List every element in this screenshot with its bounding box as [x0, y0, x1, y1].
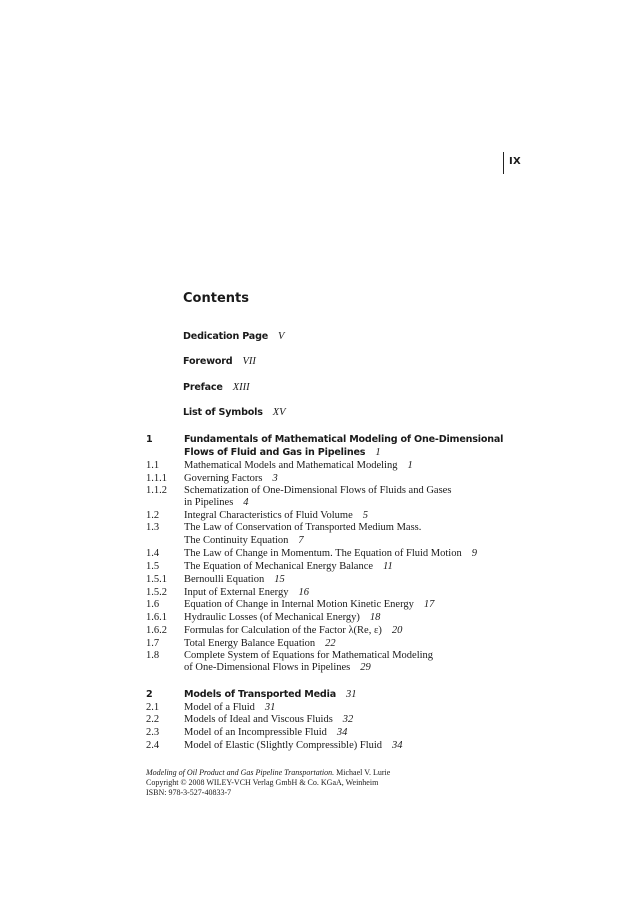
entry-title: The Law of Change in Momentum. The Equation of Fluid Motion [184, 548, 462, 559]
entry-number: 2.4 [146, 740, 160, 751]
entry-title: Models of Ideal and Viscous Fluids [184, 714, 333, 725]
entry-page: 16 [298, 587, 309, 598]
entry-number: 1.4 [146, 548, 160, 559]
entry-title: Integral Characteristics of Fluid Volume [184, 510, 353, 521]
entry-title: The Continuity Equation [184, 535, 289, 546]
entry-page: 34 [392, 740, 403, 751]
entry-number: 1.1 [146, 460, 160, 471]
entry-title: Model of Elastic (Slightly Compressible) Fluid [184, 740, 383, 751]
entry-title: Complete System of Equations for Mathematical Modeling [184, 650, 434, 661]
front-matter-page: XIII [232, 382, 250, 393]
entry-title: Models of Transported Media [184, 689, 336, 700]
entry-title: Equation of Change in Internal Motion Kinetic Energy [184, 599, 414, 610]
entry-number: 1.6.2 [146, 625, 167, 636]
front-matter-item [183, 356, 256, 367]
entry-page: 22 [325, 638, 336, 649]
entry-number: 1.8 [146, 650, 160, 661]
entry-title: Model of an Incompressible Fluid [184, 727, 327, 738]
footer-author: Michael V. Lurie [336, 768, 391, 777]
entry-title: in Pipelines [184, 497, 234, 508]
entry-page: 9 [471, 548, 477, 559]
entry-title: Input of External Energy [184, 587, 289, 598]
entry-title: of One-Dimensional Flows in Pipelines [184, 662, 351, 673]
entry-title: The Law of Conservation of Transported Medium Mass. [184, 522, 422, 533]
front-matter-title: List of Symbols [183, 407, 263, 418]
front-matter-item [183, 407, 286, 418]
entry-number: 1 [146, 434, 153, 445]
front-matter-item [183, 331, 284, 342]
entry-number: 1.6 [146, 599, 160, 610]
entry-page: 5 [362, 510, 368, 521]
copyright-footer [146, 768, 390, 798]
contents-heading: Contents [183, 291, 249, 306]
entry-page: 20 [391, 625, 403, 636]
entry-title: Bernoulli Equation [184, 574, 265, 585]
entry-page: 34 [336, 727, 348, 738]
front-matter-title: Foreword [183, 356, 233, 367]
footer-copyright: Copyright © 2008 WILEY-VCH Verlag GmbH & Co. KGaA, Weinheim [146, 778, 379, 787]
entry-page: 1 [407, 460, 413, 471]
front-matter-page: V [278, 331, 285, 342]
entry-number: 2.3 [146, 727, 160, 738]
entry-page: 31 [345, 689, 357, 700]
front-matter-title: Preface [183, 382, 223, 393]
front-matter-page: VII [242, 356, 256, 367]
entry-number: 1.1.2 [146, 485, 167, 496]
entry-number: 1.5.2 [146, 587, 167, 598]
page-number: IX [509, 156, 522, 167]
entry-number: 2 [146, 689, 153, 700]
entry-number: 1.3 [146, 522, 160, 533]
entry-number: 1.7 [146, 638, 160, 649]
entry-page: 15 [274, 574, 285, 585]
entry-title: Total Energy Balance Equation [184, 638, 316, 649]
entry-title: Schematization of One-Dimensional Flows of Fluids and Gases [184, 485, 452, 496]
front-matter-item [183, 382, 250, 393]
footer-book-title: Modeling of Oil Product and Gas Pipeline Transportation. [146, 768, 335, 777]
entry-number: 1.1.1 [146, 473, 167, 484]
entry-page: 32 [342, 714, 354, 725]
entry-page: 3 [272, 473, 278, 484]
page-number-rule [503, 152, 504, 174]
entry-page: 31 [264, 702, 276, 713]
entry-title: Hydraulic Losses (of Mechanical Energy) [184, 612, 360, 623]
entry-number: 1.5 [146, 561, 160, 572]
entry-page: 7 [298, 535, 304, 546]
entry-page: 29 [360, 662, 371, 673]
entry-page: 17 [423, 599, 435, 610]
entry-title: Flows of Fluid and Gas in Pipelines [184, 447, 366, 458]
entry-page: 1 [375, 447, 381, 458]
entry-number: 2.2 [146, 714, 160, 725]
entry-title: Fundamentals of Mathematical Modeling of One-Dimensional [184, 434, 504, 445]
entry-number: 1.5.1 [146, 574, 167, 585]
entry-title: Governing Factors [184, 473, 263, 484]
entry-title: Mathematical Models and Mathematical Modeling [184, 460, 398, 471]
front-matter-title: Dedication Page [183, 331, 269, 342]
entry-number: 1.6.1 [146, 612, 167, 623]
entry-number: 1.2 [146, 510, 160, 521]
entry-page: 18 [369, 612, 381, 623]
footer-citation [146, 768, 390, 778]
front-matter-page: XV [272, 407, 286, 418]
entry-page: 4 [243, 497, 249, 508]
entry-title: Formulas for Calculation of the Factor λ(Re, ε) [184, 625, 382, 636]
entry-title: The Equation of Mechanical Energy Balance [184, 561, 374, 572]
entry-number: 2.1 [146, 702, 160, 713]
entry-page: 11 [383, 561, 393, 572]
footer-isbn: ISBN: 978-3-527-40833-7 [146, 788, 232, 797]
entry-title: Model of a Fluid [184, 702, 255, 713]
